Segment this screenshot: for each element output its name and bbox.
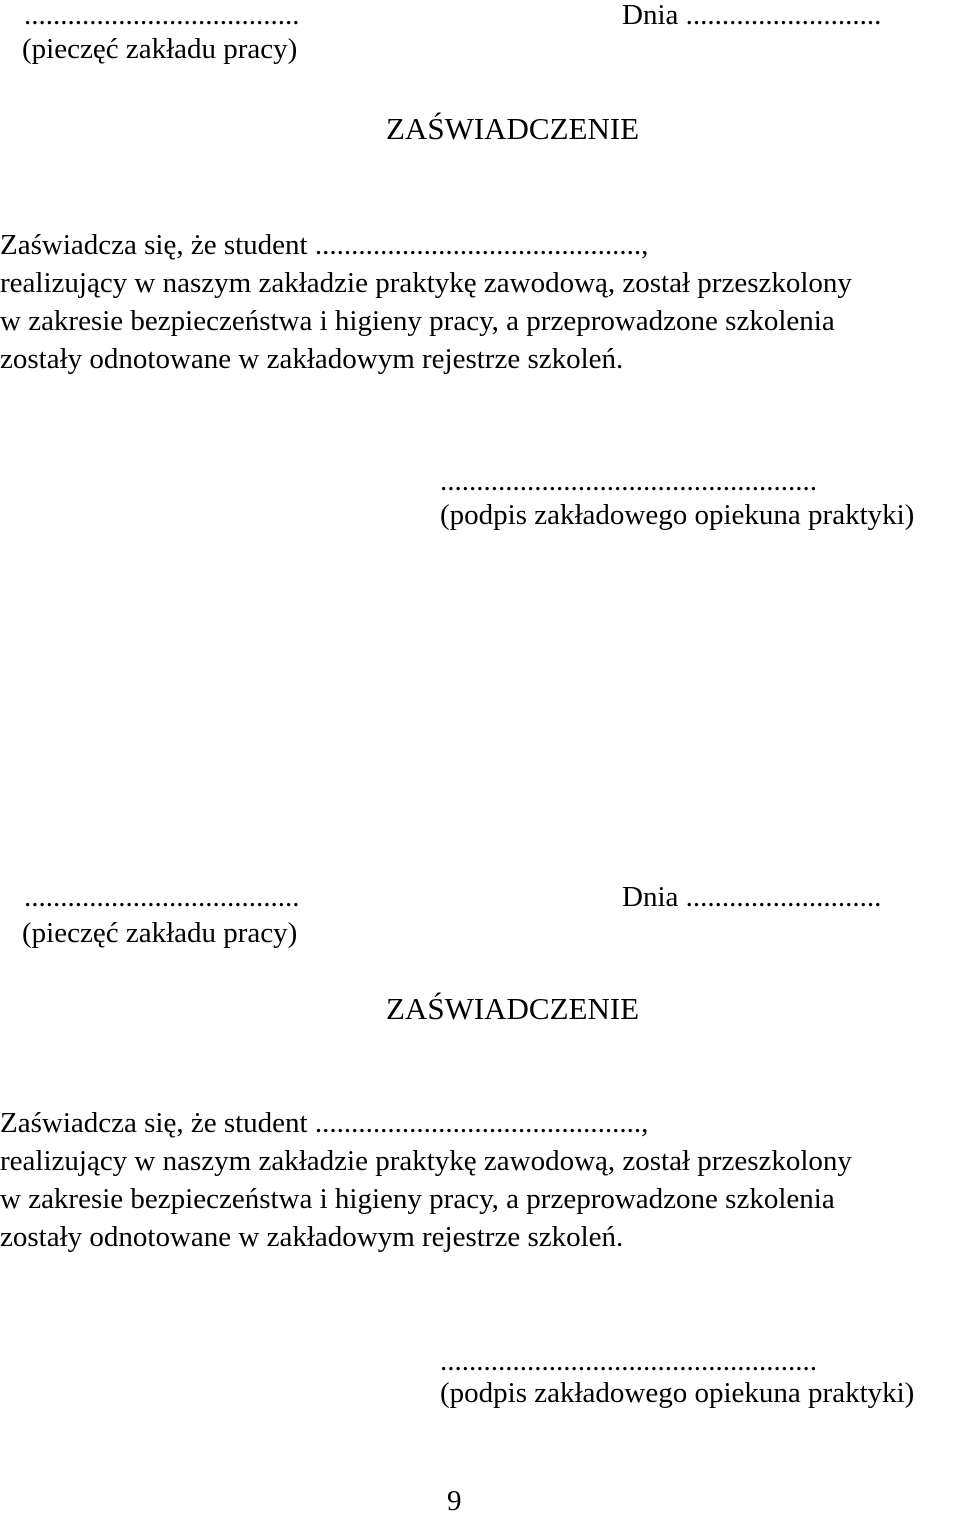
stamp-dots: ...................................... [24, 0, 300, 31]
signature-dots: .................................................... [440, 1345, 817, 1377]
date-field: Dnia ........................... [622, 881, 882, 913]
signature-dots: .................................................... [440, 465, 817, 497]
stamp-label: (pieczęć zakładu pracy) [22, 917, 298, 949]
body-line: Zaświadcza się, że student ............................................., [0, 1107, 649, 1139]
signature-label: (podpis zakładowego opiekuna praktyki) [440, 1377, 915, 1409]
certificate-title: ZAŚWIADCZENIE [386, 111, 640, 146]
body-line: realizujący w naszym zakładzie praktykę zawodową, został przeszkolony [0, 1145, 852, 1177]
body-line: zostały odnotowane w zakładowym rejestrze szkoleń. [0, 1221, 624, 1253]
stamp-dots: ...................................... [24, 881, 300, 913]
body-line: Zaświadcza się, że student ............................................., [0, 229, 649, 261]
certificate-body [0, 1104, 960, 1256]
body-line: w zakresie bezpieczeństwa i higieny pracy, a przeprowadzone szkolenia [0, 1183, 835, 1215]
certificate-title: ZAŚWIADCZENIE [386, 991, 640, 1026]
body-line: realizujący w naszym zakładzie praktykę zawodową, został przeszkolony [0, 267, 852, 299]
body-line: zostały odnotowane w zakładowym rejestrze szkoleń. [0, 343, 624, 375]
signature-label: (podpis zakładowego opiekuna praktyki) [440, 499, 915, 531]
certificate-body [0, 226, 960, 378]
page-number: 9 [447, 1485, 462, 1517]
stamp-label: (pieczęć zakładu pracy) [22, 33, 298, 65]
body-line: w zakresie bezpieczeństwa i higieny pracy, a przeprowadzone szkolenia [0, 305, 835, 337]
date-field: Dnia ........................... [622, 0, 882, 31]
